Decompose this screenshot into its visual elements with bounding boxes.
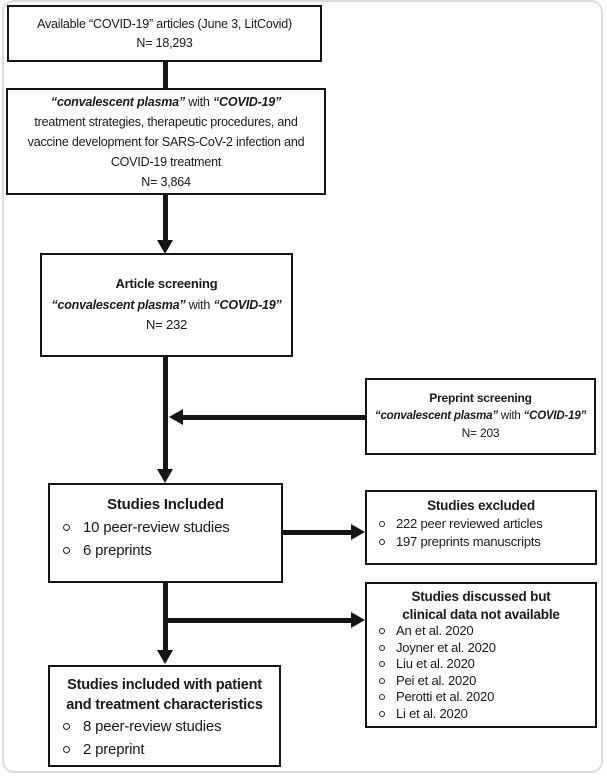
circle-bullet-icon (63, 524, 70, 531)
connector-included-to-final (163, 583, 168, 651)
list-item-label: 222 peer reviewed articles (396, 516, 543, 531)
arrowhead-down-icon (157, 469, 173, 483)
studies-discussed-title-line1: Studies discussed but (411, 589, 551, 604)
filtered-count: N= 3,864 (141, 174, 191, 189)
list-item-label: Liu et al. 2020 (396, 656, 475, 671)
query-with: with (497, 409, 524, 422)
filtered-text-line4: COVID-19 treatment (110, 154, 222, 169)
list-item-label: An et al. 2020 (396, 623, 474, 638)
query-covid: “COVID-19” (523, 409, 587, 422)
list-item-label: 8 peer-review studies (83, 718, 222, 735)
connector-included-to-excluded (283, 530, 353, 535)
arrowhead-right-icon (351, 524, 365, 540)
circle-bullet-icon (379, 645, 385, 651)
studies-discussed-title-line2: clinical data not available (402, 606, 560, 622)
circle-bullet-icon (379, 628, 385, 634)
list-item (50, 715, 279, 738)
list-item (367, 706, 595, 723)
preprint-screening-query (375, 408, 586, 426)
query-plasma: “convalescent plasma” (374, 409, 498, 422)
arrowhead-left-icon (169, 409, 183, 425)
list-item (367, 533, 595, 551)
box-studies-excluded (365, 490, 597, 565)
circle-bullet-icon (379, 678, 385, 684)
list-item (367, 689, 595, 706)
connector-branch-to-discussed (163, 618, 352, 623)
filtered-text-line2: treatment strategies, therapeutic procedures, and (34, 114, 298, 129)
studies-excluded-title: Studies excluded (427, 498, 535, 513)
arrowhead-right-icon (351, 612, 365, 628)
list-item-label: 10 peer-review studies (83, 519, 230, 536)
list-item-label: 6 preprints (83, 542, 152, 559)
box-article-screening (40, 253, 293, 357)
connector-filtered-to-article (163, 193, 168, 241)
list-item (50, 516, 281, 539)
list-item (367, 623, 595, 640)
arrowhead-down-icon (157, 650, 173, 664)
list-item-label: Joyner et al. 2020 (396, 639, 496, 655)
article-screening-title: Article screening (115, 276, 218, 292)
available-articles-text: Available “COVID-19” articles (June 3, LitCovid) (37, 16, 292, 31)
list-item-label: Pei et al. 2020 (396, 672, 477, 688)
list-item (367, 515, 595, 533)
query-covid: “COVID-19” (212, 94, 282, 109)
studies-final-title-line2: and treatment characteristics (66, 697, 263, 713)
box-available-articles (7, 5, 322, 62)
circle-bullet-icon (379, 711, 385, 717)
list-item-label: Perotti et al. 2020 (396, 689, 495, 704)
circle-bullet-icon (63, 547, 70, 554)
arrowhead-down-icon (157, 240, 173, 254)
circle-bullet-icon (63, 746, 70, 753)
list-item (50, 738, 279, 761)
filtered-text-line3: vaccine development for SARS-CoV-2 infection and (27, 134, 305, 149)
connector-article-to-included (163, 355, 168, 470)
preprint-screening-count: N= 203 (461, 426, 500, 441)
list-item (367, 673, 595, 690)
studies-final-title-line1: Studies included with patient (67, 677, 262, 693)
query-with: with (185, 297, 214, 312)
list-item (367, 640, 595, 657)
article-screening-count: N= 232 (145, 317, 188, 333)
list-item-label: 197 preprints manuscripts (396, 534, 541, 549)
circle-bullet-icon (63, 723, 70, 730)
box-studies-included (48, 483, 283, 583)
query-with: with (184, 94, 213, 109)
query-plasma: “convalescent plasma” (50, 94, 185, 109)
list-item (367, 656, 595, 673)
circle-bullet-icon (379, 539, 385, 545)
preprint-screening-title: Preprint screening (429, 391, 532, 406)
article-screening-query (51, 295, 281, 316)
list-item (50, 539, 281, 562)
circle-bullet-icon (379, 661, 385, 667)
connector-preprint-to-main (182, 415, 365, 420)
box-preprint-screening (365, 378, 596, 455)
connector-available-to-filtered (163, 60, 168, 90)
filtered-query-line (51, 92, 281, 112)
list-item-label: Li et al. 2020 (396, 705, 468, 721)
query-plasma: “convalescent plasma” (51, 297, 186, 312)
studies-included-title: Studies Included (107, 496, 224, 513)
query-covid: “COVID-19” (213, 297, 282, 312)
circle-bullet-icon (379, 521, 385, 527)
available-articles-count: N= 18,293 (136, 35, 193, 50)
box-studies-final (48, 665, 281, 767)
box-studies-discussed (365, 582, 597, 728)
box-filtered-articles (6, 88, 326, 195)
list-item-label: 2 preprint (83, 741, 145, 758)
circle-bullet-icon (379, 694, 385, 700)
